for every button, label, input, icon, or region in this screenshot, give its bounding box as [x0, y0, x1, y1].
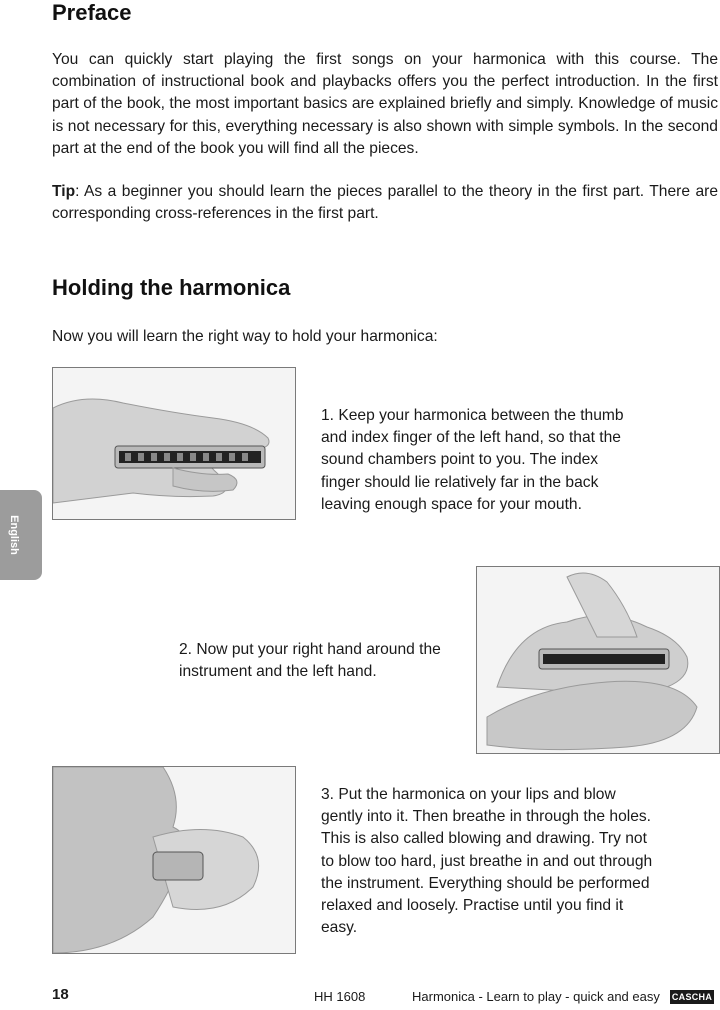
tip-text: : As a beginner you should learn the pieces parallel to the theory in the first part. There are corresponding cross-references in the first part. [52, 183, 718, 223]
publisher-logo: CASCHA [671, 992, 713, 1002]
man-playing-harmonica-image [53, 767, 295, 953]
page-number: 18 [52, 986, 69, 1003]
language-label: English [8, 515, 20, 555]
tip-paragraph [52, 181, 718, 225]
tip-label: Tip [52, 183, 76, 200]
step-1-text: 1. Keep your harmonica between the thumb and index finger of the left hand, so that the sound chambers point to you. The index finger should lie relatively far in the back leaving enough space for your mouth. [321, 407, 624, 513]
preface-body: You can quickly start playing the first songs on your harmonica with this course. The combination of instructional book and playbacks offers you the perfect introduction. In the first part of the book, the most important basics are explained briefly and simply. Knowledge of music is not necessary for this, everything necessary is also shown with simple symbols. In the second part at the end of the book you will find all the pieces. [52, 51, 718, 157]
preface-heading: Preface [52, 0, 132, 25]
step-2-text: 2. Now put your right hand around the instrument and the left hand. [179, 641, 441, 681]
book-title: Harmonica - Learn to play - quick and easy [412, 989, 660, 1004]
holding-intro: Now you will learn the right way to hold your harmonica: [52, 328, 438, 345]
holding-heading: Holding the harmonica [52, 275, 291, 300]
left-hand-harmonica-image [53, 368, 295, 519]
book-code: HH 1608 [314, 989, 366, 1004]
step-3-text: 3. Put the harmonica on your lips and blow gently into it. Then breathe in through the holes. This is also called blowing and drawing. Try not to blow too hard, just breathe in and out through the instrument. Everything should be performed relaxed and loosely. Practise until you find it easy. [321, 786, 653, 937]
two-hands-harmonica-image [477, 567, 719, 753]
photo-right-hand-around [476, 566, 720, 754]
language-side-tab [0, 490, 42, 580]
photo-lips-blowing [52, 766, 296, 954]
photo-left-hand-hold [52, 367, 296, 520]
